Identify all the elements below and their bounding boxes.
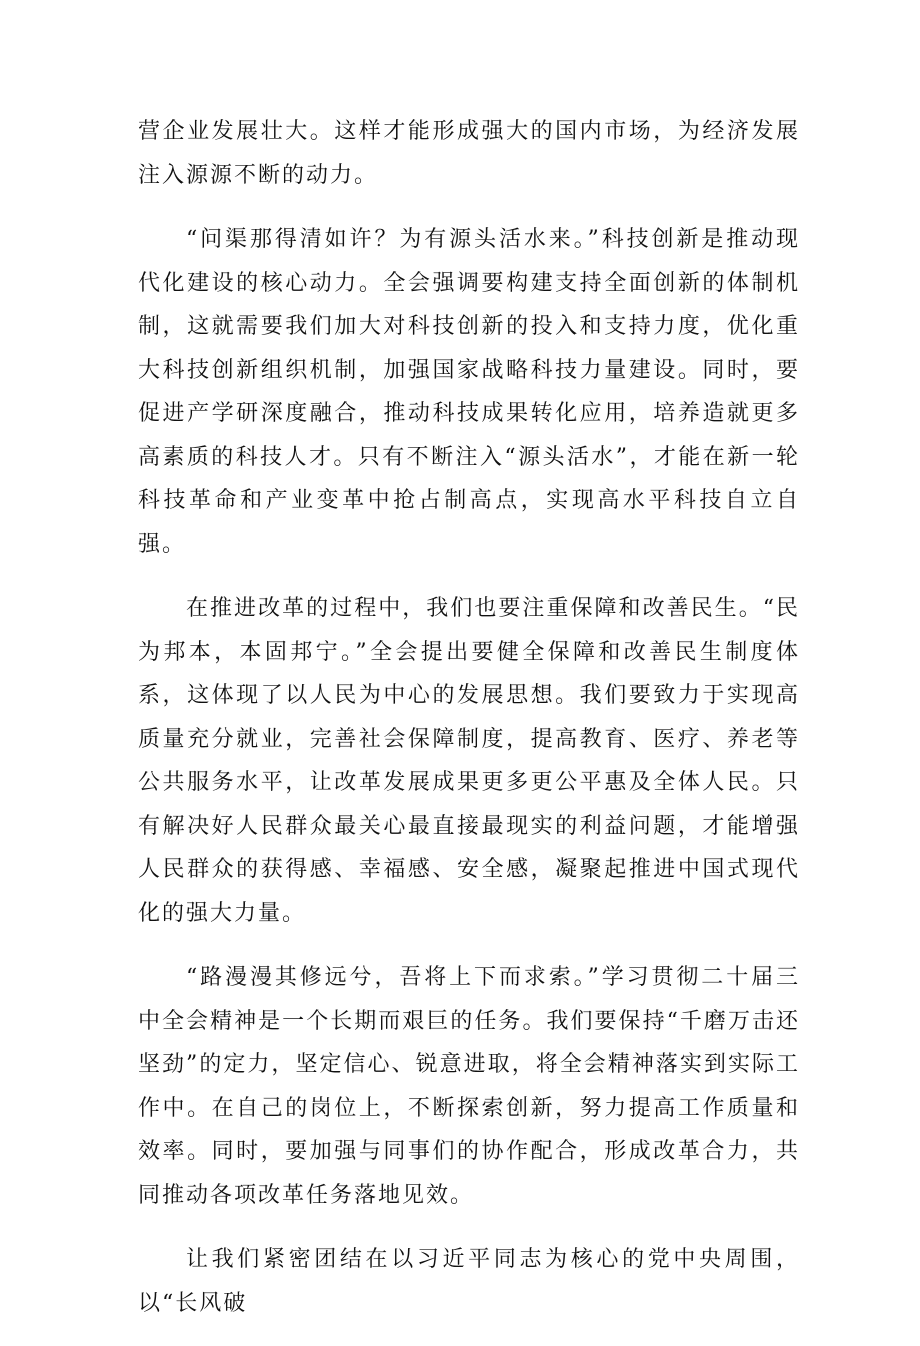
document-body	[138, 110, 800, 1346]
paragraph-2: “问渠那得清如许？为有源头活水来。”科技创新是推动现代化建设的核心动力。全会强调要构建支持全面创新的体制机制，这就需要我们加大对科技创新的投入和支持力度，优化重大科技创新组织机制，加强国家战略科技力量建设。同时，要促进产学研深度融合，推动科技成果转化应用，培养造就更多高素质的科技人才。只有不断注入“源头活水”，才能在新一轮科技革命和产业变革中抢占制高点，实现高水平科技自立自强。	[138, 227, 800, 557]
paragraph-5: 让我们紧密团结在以习近平同志为核心的党中央周围，以“长风破	[138, 1247, 800, 1316]
paragraph-3: 在推进改革的过程中，我们也要注重保障和改善民生。“民为邦本，本固邦宁。”全会提出要健全保障和改善民生制度体系，这体现了以人民为中心的发展思想。我们要致力于实现高质量充分就业，完善社会保障制度，提高教育、医疗、养老等公共服务水平，让改革发展成果更多更公平惠及全体人民。只有解决好人民群众最关心最直接最现实的利益问题，才能增强人民群众的获得感、幸福感、安全感，凝聚起推进中国式现代化的强大力量。	[138, 596, 800, 926]
paragraph-4: “路漫漫其修远兮，吾将上下而求索。”学习贯彻二十届三中全会精神是一个长期而艰巨的任务。我们要保持“千磨万击还坚劲”的定力，坚定信心、锐意进取，将全会精神落实到实际工作中。在自己的岗位上，不断探索创新，努力提高工作质量和效率。同时，要加强与同事们的协作配合，形成改革合力，共同推动各项改革任务落地见效。	[138, 965, 800, 1208]
paragraph-1: 营企业发展壮大。这样才能形成强大的国内市场，为经济发展注入源源不断的动力。	[138, 119, 800, 188]
